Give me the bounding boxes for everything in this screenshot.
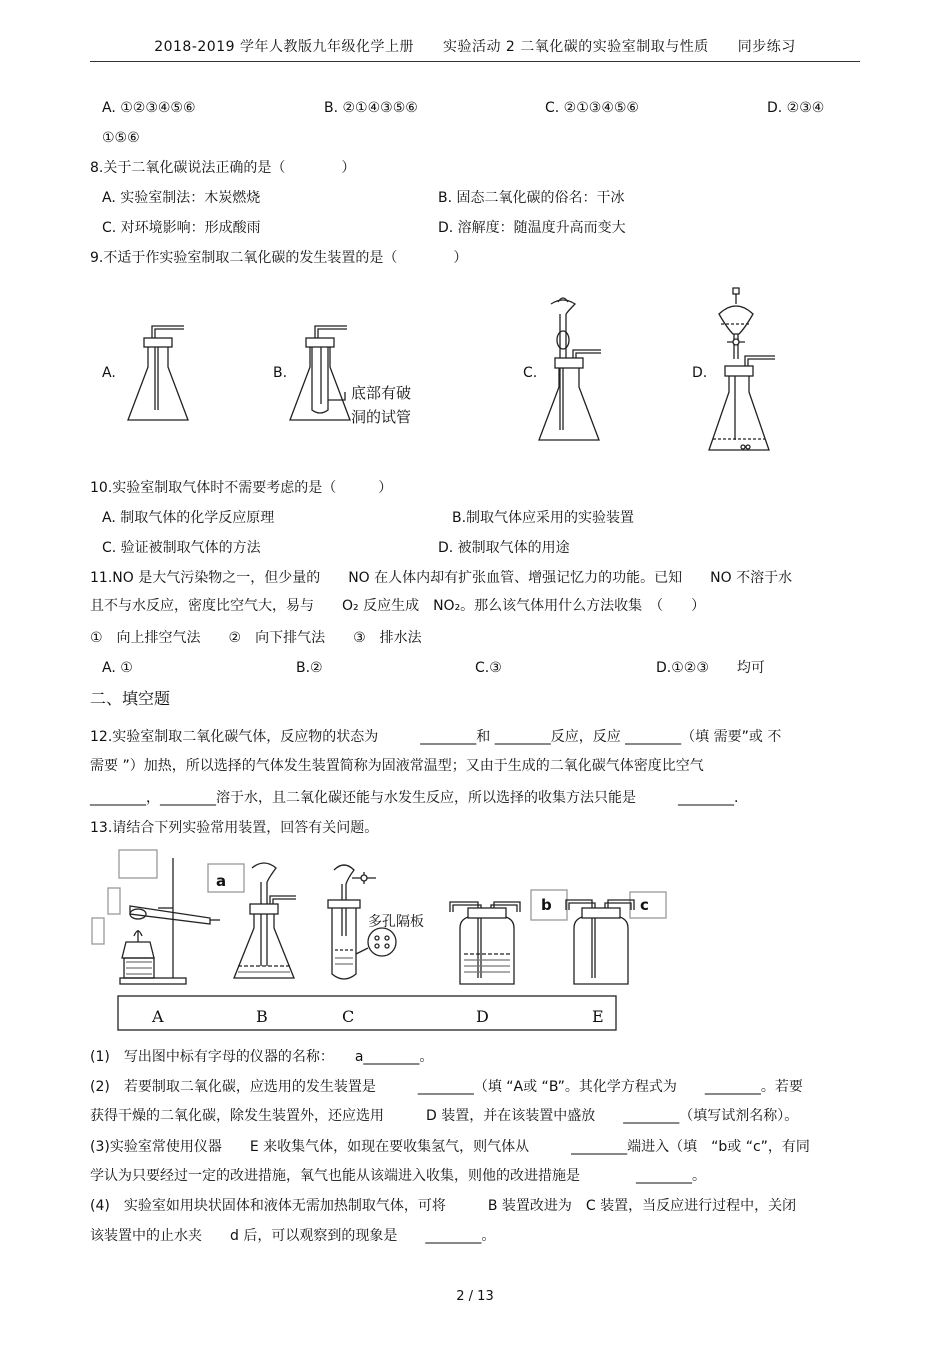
section-title: 二、填空题 [90,689,171,708]
q8-option-b: B. 固态二氧化碳的俗名：干冰 [438,190,625,206]
q13-plate-label: 多孔隔板 [368,914,424,930]
q13-part4-line1: (4) 实验室如用块状固体和液体无需加热制取气体，可将 B 装置改进为 C 装置，当反应进行过程中，关闭 [90,1198,797,1214]
q9-label-b: B. [273,365,288,381]
q8-option-a: A. 实验室制法：木炭燃烧 [102,190,261,206]
q9-apparatus-b [285,312,445,432]
q10-option-d: D. 被制取气体的用途 [438,540,570,556]
q11-line2: 且不与水反应，密度比空气大，易与 O₂ 反应生成 NO₂。那么该气体用什么方法收集 （ ） [90,598,706,614]
q13-tag-b: b [541,896,552,914]
q11-option-a: A. ① [102,660,133,676]
q10-option-c: C. 验证被制取气体的方法 [102,540,261,556]
q7-option-d: D. ②③④ [767,100,825,116]
q7-option-b: B. ②①④③⑤⑥ [324,100,418,116]
q8-option-c: C. 对环境影响：形成酸雨 [102,220,261,236]
q9-label-c: C. [523,365,538,381]
q12-line1: 12.实验室制取二氧化碳气体，反应物的状态为 ________和 ________反应，反应 ________（填 需要”或 不 [90,729,782,745]
q13-letter-c: C [342,1007,355,1026]
q9-stem: 9.不适于作实验室制取二氧化碳的发生装置的是（ ） [90,250,468,266]
q13-letter-e: E [592,1007,604,1026]
q13-letter-a: A [152,1007,164,1026]
q12-line3: ________，________溶于水，且二氧化碳还能与水发生反应，所以选择的收集方法只能是 ________. [90,790,739,806]
q13-part2-line2: 获得干燥的二氧化碳，除发生装置外，还应选用 D 装置，并在该装置中盛放 ________（填写试剂名称）。 [90,1108,799,1124]
q9-note-line2: 洞的试管 [351,408,412,426]
q8-stem: 8.关于二氧化碳说法正确的是（ ） [90,160,356,176]
q11-option-c: C.③ [475,660,502,676]
q10-option-b: B.制取气体应采用的实验装置 [452,510,635,526]
q11-option-d: D.①②③ 均可 [656,660,765,676]
q13-part2-line1: (2) 若要制取二氧化碳，应选用的发生装置是 ________（填 “A或 “B”。其化学方程式为 ________。若要 [90,1079,803,1095]
q13-part1: (1) 写出图中标有字母的仪器的名称： a________。 [90,1049,434,1065]
q8-option-d: D. 溶解度：随温度升高而变大 [438,220,626,236]
q12-line2: 需要 ”）加热，所以选择的气体发生装置简称为固液常温型；又由于生成的二氧化碳气体密度比空气 [90,758,704,774]
q13-apparatus-figure [88,846,672,1034]
q9-label-d: D. [692,365,708,381]
q9-apparatus-a [118,312,198,430]
q13-tag-c: c [640,896,649,914]
q13-part3-line1: (3)实验室常使用仪器 E 来收集气体，如现在要收集氢气，则气体从 ________端进入（填 “b或 “c”，有同 [90,1139,810,1155]
page-header: 2018-2019 学年人教版九年级化学上册 实验活动 2 二氧化碳的实验室制取与性质 同步练习 [154,39,796,55]
q9-apparatus-d [705,284,785,460]
q11-methods: ① 向上排空气法 ② 向下排气法 ③ 排水法 [90,630,422,646]
q13-tag-a: a [216,872,227,890]
q13-stem: 13.请结合下列实验常用装置，回答有关问题。 [90,820,379,836]
header-rule [90,61,860,62]
q10-option-a: A. 制取气体的化学反应原理 [102,510,275,526]
q9-apparatus-c [533,292,613,452]
q7-option-d-wrap: ①⑤⑥ [102,130,140,146]
q9-label-a: A. [102,365,116,381]
q7-option-a: A. ①②③④⑤⑥ [102,100,196,116]
q13-part3-line2: 学认为只要经过一定的改进措施，氧气也能从该端进入收集，则他的改进措施是 ________。 [90,1168,706,1184]
q13-part4-line2: 该装置中的止水夹 d 后，可以观察到的现象是 ________。 [90,1228,496,1244]
q9-note-line1: 底部有破 [351,384,412,402]
page-number: 2 / 13 [456,1289,494,1304]
q13-letter-b: B [256,1007,268,1026]
q13-letter-d: D [476,1007,489,1026]
q7-option-c: C. ②①③④⑤⑥ [545,100,639,116]
q10-stem: 10.实验室制取气体时不需要考虑的是（ ） [90,480,393,496]
q11-option-b: B.② [296,660,323,676]
q11-line1: 11.NO 是大气污染物之一，但少量的 NO 在人体内却有扩张血管、增强记忆力的功能。已知 NO 不溶于水 [90,570,793,586]
